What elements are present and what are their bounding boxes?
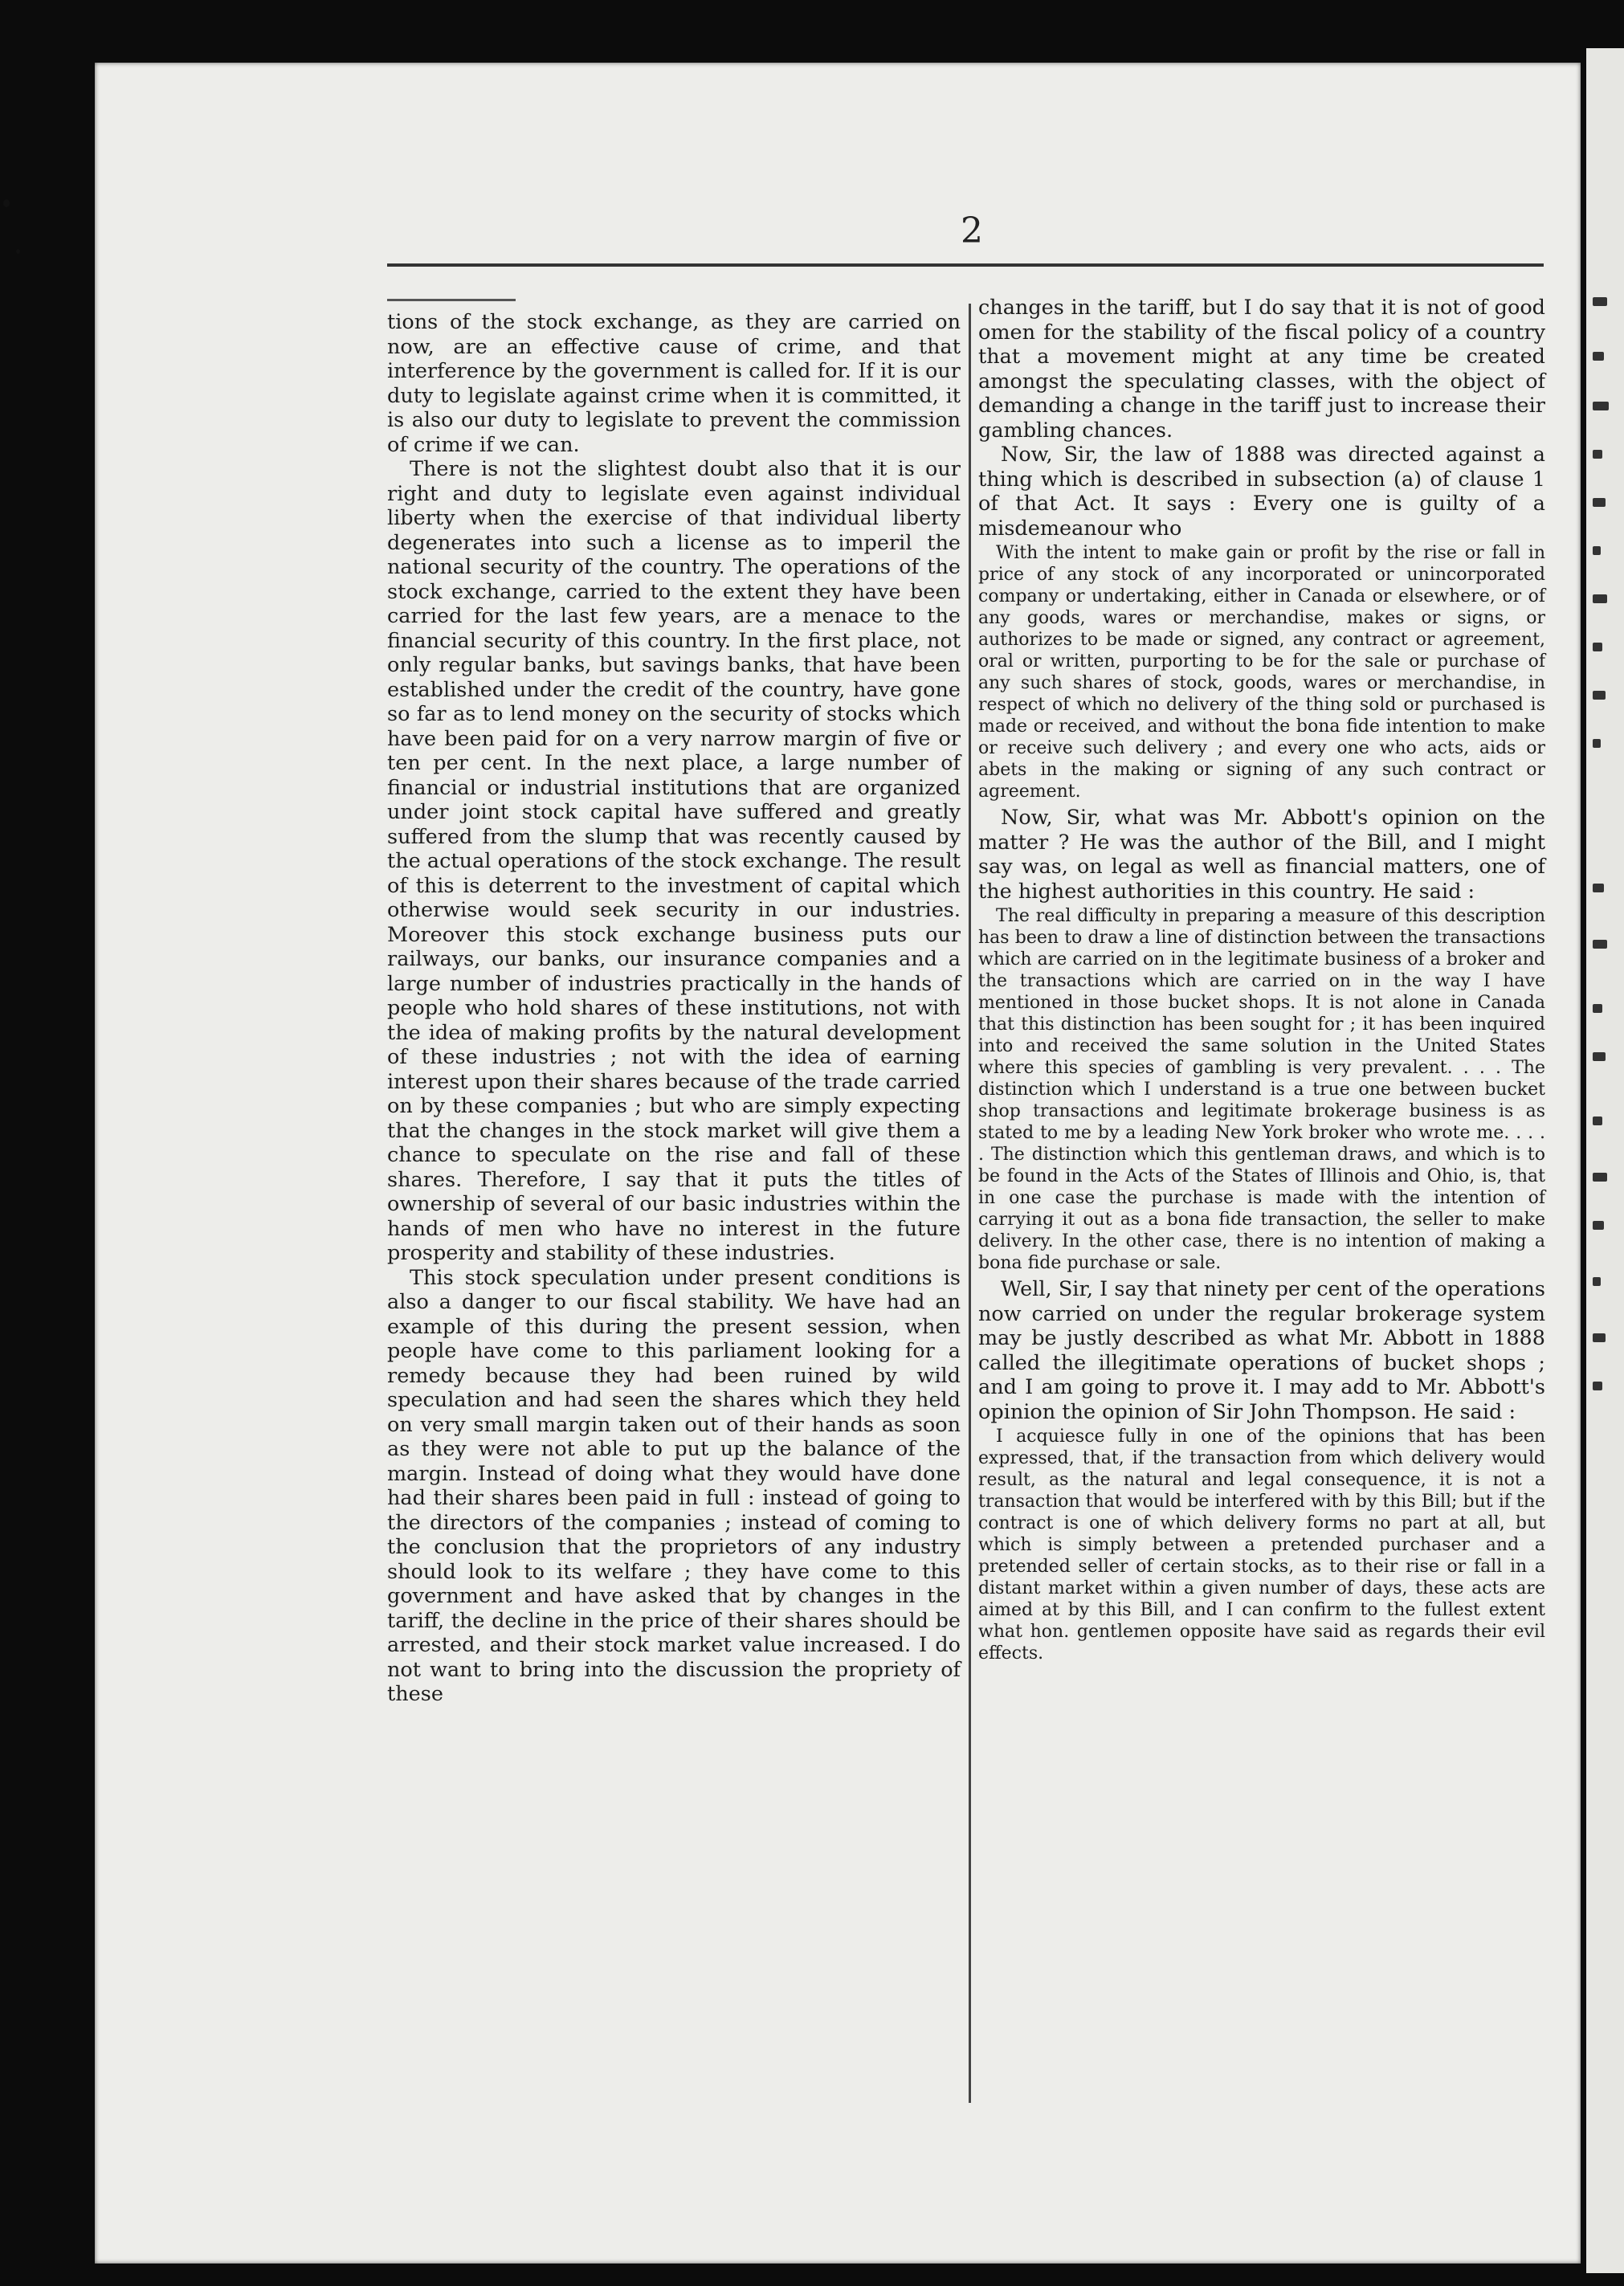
left-column (387, 310, 961, 1707)
paragraph: This stock speculation under present conditions is also a danger to our fiscal stability. We have had an example of this during the present session, when people have come to this parliament looking for a remedy because they had been ruined by wild speculation and had seen the shares which they held on very small margin taken out of their hands as soon as they were not able to put up the balance of the margin. Instead of doing what they would have done had their shares been paid in full : instead of going to the directors of the companies ; instead of coming to the conclusion that the proprietors of any industry should look to its welfare ; they have come to this government and have asked that by changes in the tariff, the decline in the price of their shares should be arrested, and their stock market value increased. I do not want to bring into the discussion the propriety of these (387, 1265, 961, 1706)
scan-speck (16, 249, 20, 254)
page-number: 2 (961, 210, 983, 251)
paragraph: tions of the stock exchange, as they are carried on now, are an effective cause of crime, and that interference by the government is called for. If it is our duty to legislate against crime when it is committed, it is also our duty to legislate to prevent the commission of crime if we can. (387, 310, 961, 457)
block-quote: With the intent to make gain or profit by the rise or fall in price of any stock of any incorporated or unincorporated company or undertaking, either in Canada or elsewhere, or of any goods, wares or merchandise, makes or signs, or authorizes to be made or signed, any contract or agreement, oral or written, purporting to be for the sale or purchase of any such shares of stock, goods, wares or merchandise, in respect of which no delivery of the thing sold or purchased is made or received, and without the bona fide intention to make or receive such delivery ; and every one who acts, aids or abets in the making or signing of any such contract or agreement. (978, 543, 1545, 802)
paragraph: There is not the slightest doubt also that it is our right and duty to legislate even against individual liberty when the exercise of that individual liberty degenerates into such a license as to imperil the national security of the country. The operations of the stock exchange, carried to the extent they have been carried for the last few years, are a menace to the financial security of this country. In the first place, not only regular banks, but savings banks, that have been established under the credit of the country, have gone so far as to lend money on the security of stocks which have been paid for on a very narrow margin of five or ten per cent. In the next place, a large number of financial or industrial institutions that are organized under joint stock capital have suffered and greatly suffered from the slump that was recently caused by the actual operations of the stock exchange. The result of this is deterrent to the investment of capital which otherwise would seek security in our industries. Moreover this stock exchange business puts our railways, our banks, our insurance companies and a large number of industries practically in the hands of people who hold shares of these institutions, not with the idea of making profits by the natural development of these industries ; not with the idea of earning interest upon their shares because of the trade carried on by these companies ; but who are simply expecting that the changes in the stock market will give them a chance to speculate on the rise and fall of these shares. Therefore, I say that it puts the titles of ownership of several of our basic industries within the hands of men who have no interest in the future prosperity and stability of these industries. (387, 457, 961, 1265)
header-rule-short (387, 299, 516, 301)
paragraph: Well, Sir, I say that ninety per cent of the operations now carried on under the regular brokerage system may be justly described as what Mr. Abbott in 1888 called the illegitimate operations of bucket shops ; and I am going to prove it. I may add to Mr. Abbott's opinion the opinion of Sir John Thompson. He said : (978, 1277, 1545, 1424)
adjacent-page-edge (1586, 48, 1624, 2273)
paragraph: Now, Sir, the law of 1888 was directed against a thing which is described in subsection (a) of clause 1 of that Act. It says : Every one is guilty of a misdemeanour who (978, 443, 1545, 541)
block-quote: I acquiesce fully in one of the opinions that has been expressed, that, if the transaction from which delivery would result, as the natural and legal consequence, it is not a transaction that would be interfered with by this Bill; but if the contract is one of which delivery forms no part at all, but which is simply between a pretended purchaser and a pretended seller of certain stocks, as to their rise or fall in a distant market within a given number of days, these acts are aimed at by this Bill, and I can confirm to the fullest extent what hon. gentlemen opposite have said as regards their evil effects. (978, 1427, 1545, 1663)
right-column (978, 296, 1545, 1668)
header-rule (387, 263, 1544, 267)
block-quote: The real difficulty in preparing a measure of this description has been to draw a line of distinction between the transactions which are carried on in the legitimate business of a broker and the transactions which are carried on in the way I have mentioned in those bucket shops. It is not alone in Canada that this distinction has been sought for ; it has been inquired into and received the same solution in the United States where this species of gambling is very prevalent. . . . The distinction which I understand is a true one between bucket shop transactions and legitimate brokerage business is as stated to me by a leading New York broker who wrote me. . . . . The distinction which this gentleman draws, and which is to be found in the Acts of the States of Illinois and Ohio, is, that in one case the purchase is made with the intention of carrying it out as a bona fide transaction, the seller to make delivery. In the other case, there is no intention of making a bona fide purchase or sale. (978, 906, 1545, 1273)
paragraph: changes in the tariff, but I do say that it is not of good omen for the stability of the fiscal policy of a country that a movement might at any time be created amongst the speculating classes, with the object of demanding a change in the tariff just to increase their gambling chances. (978, 296, 1545, 443)
paragraph: Now, Sir, what was Mr. Abbott's opinion on the matter ? He was the author of the Bill, and I might say was, on legal as well as financial matters, one of the highest authorities in this country. He said : (978, 806, 1545, 904)
scan-speck (3, 199, 10, 207)
column-divider (969, 304, 971, 2103)
